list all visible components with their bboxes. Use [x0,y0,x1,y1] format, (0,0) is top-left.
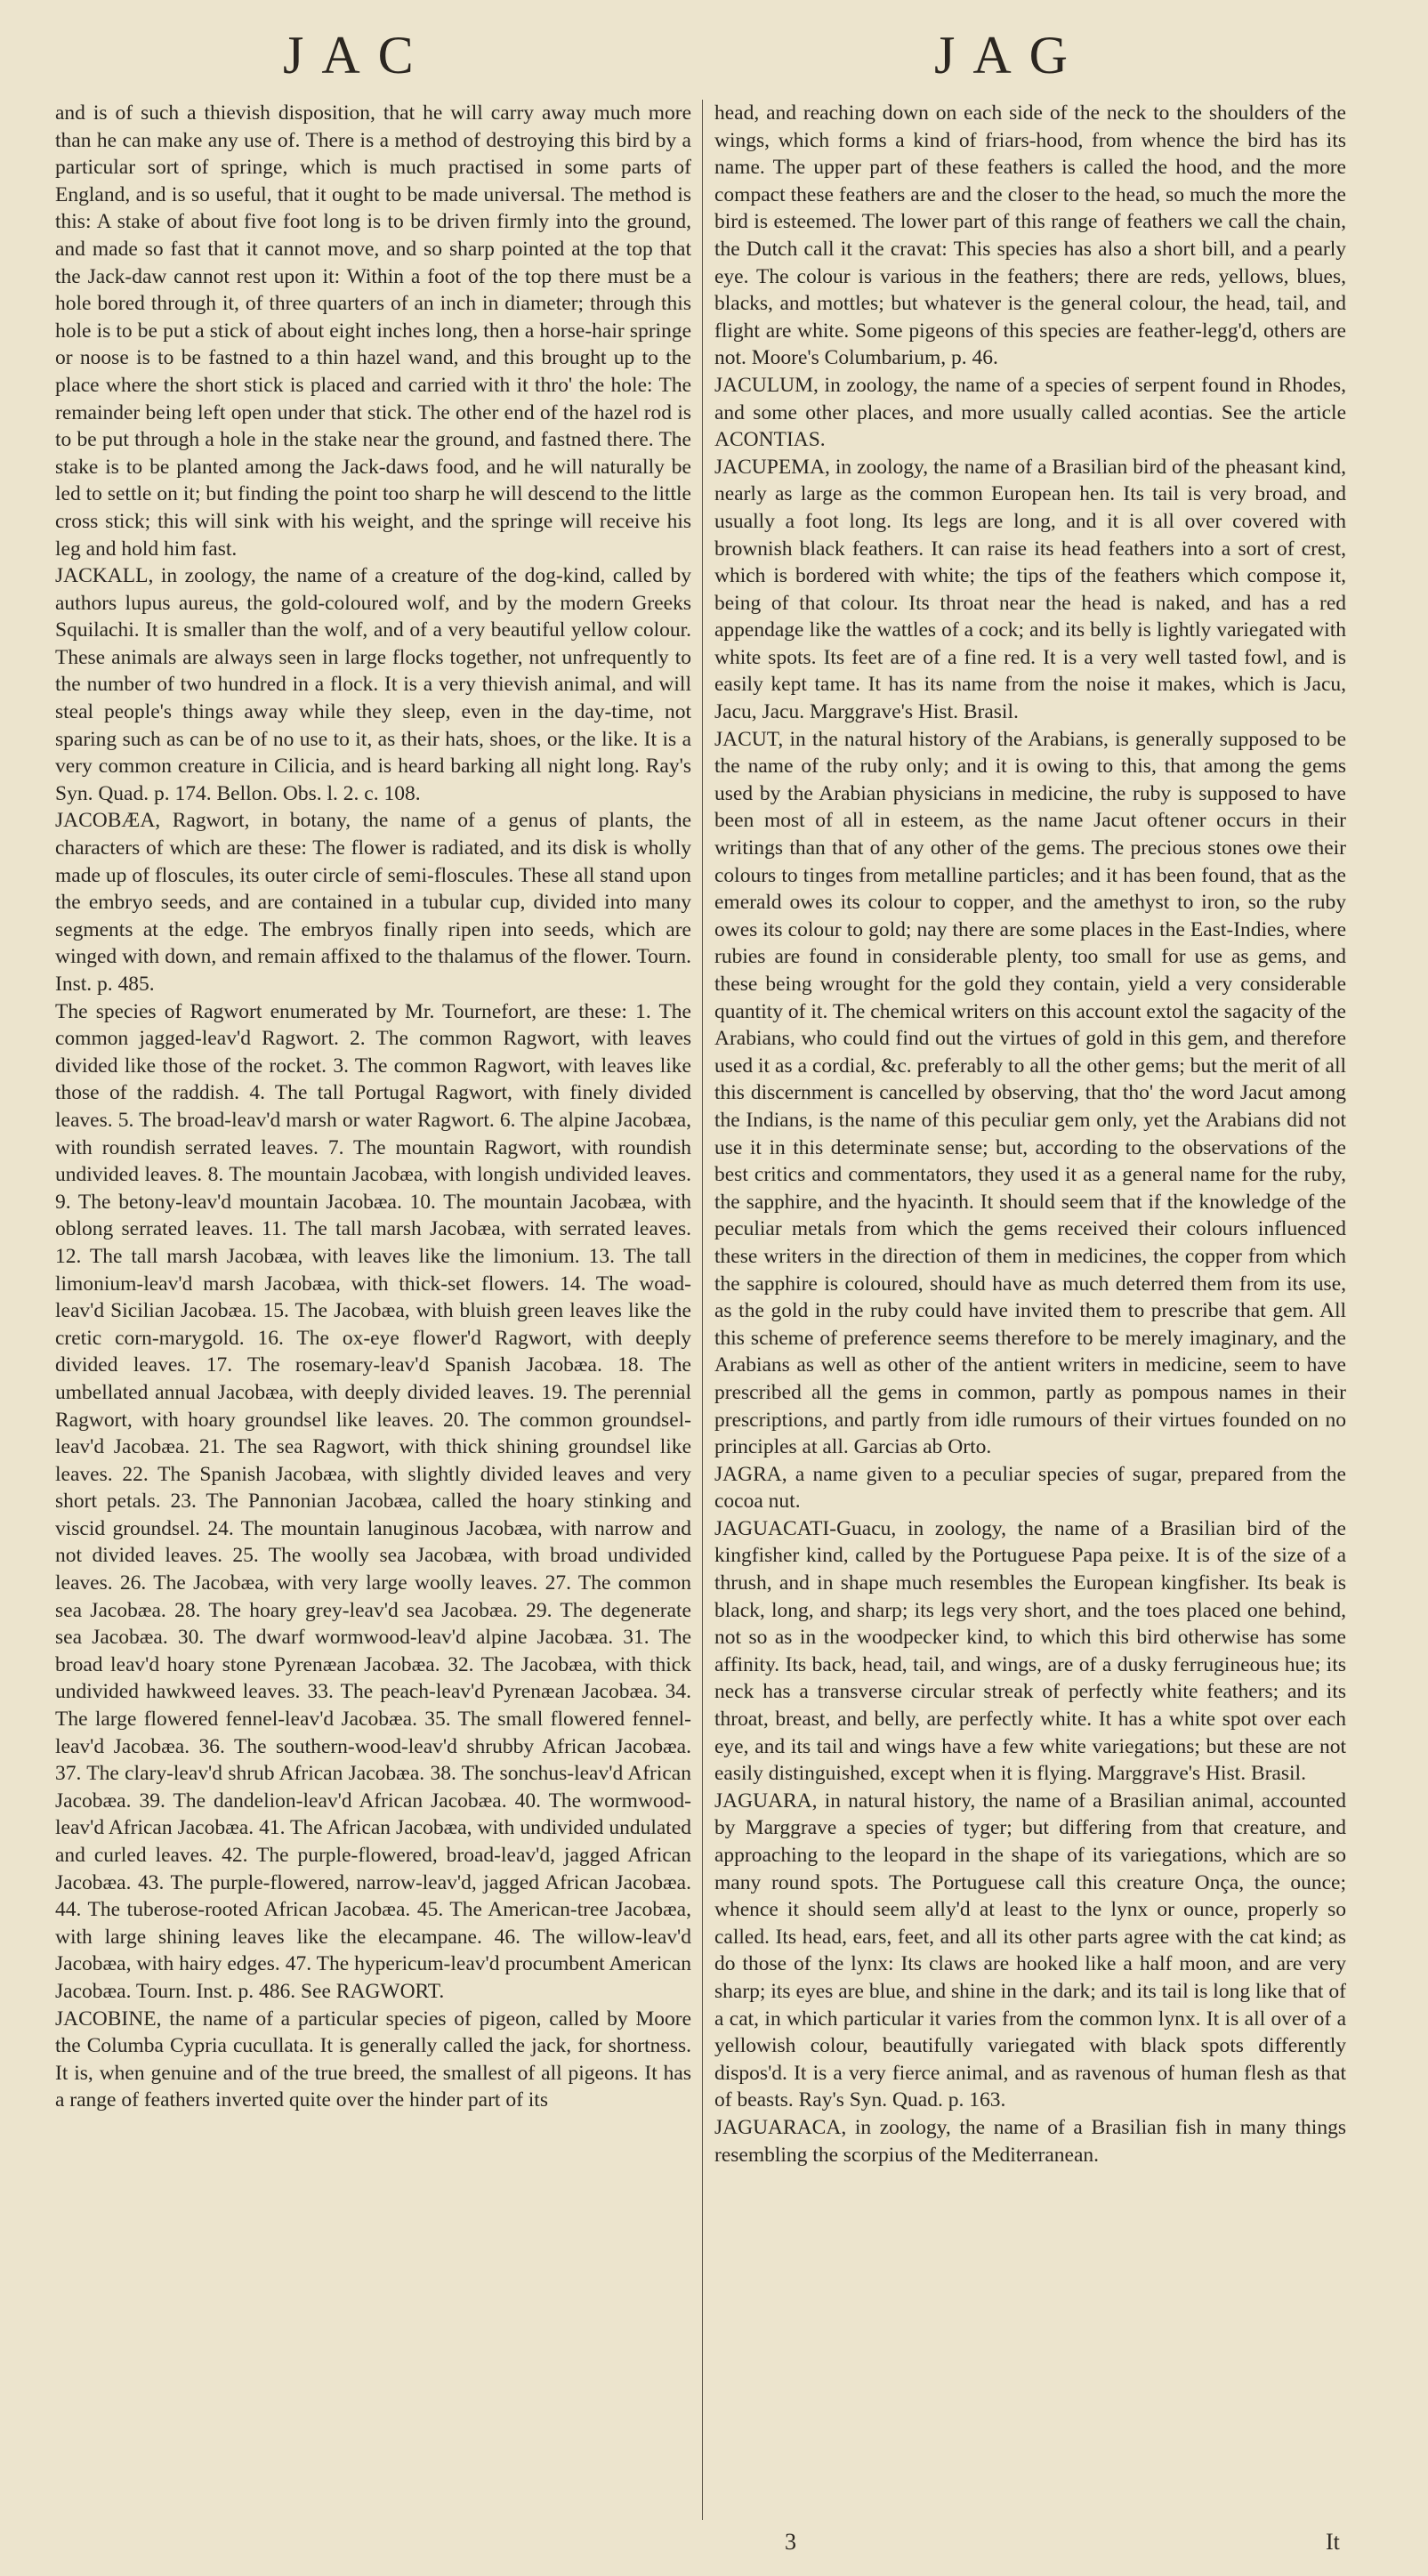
entry-continuation: and is of such a thievish disposition, that he will carry away much more than he can make any use of. There is a method of destroying this bird by a particular sort of springe, which is much practised in some parts of England, and is so useful, that it ought to be made universal. The method is this: A stake of about five foot long is to be driven firmly into the ground, and made so fast that it cannot move, and so sharp pointed at the top that the Jack-daw cannot rest upon it: Within a foot of the top there must be a hole bored through it, of three quarters of an inch in diameter; through this hole is to be put a stick of about eight inches long, then a horse-hair springe or noose is to be fastned to a thin hazel wand, and this brought up to the place where the short stick is placed and carried with it thro' the hole: The remainder being left open under that stick. The other end of the hazel rod is to be put through a hole in the stake near the ground, and fastned there. The stake is to be planted among the Jack-daws food, and he will naturally be led to settle on it; but finding the point too sharp he will descend to the little cross stick; this will sink with his weight, and the springe will receive his leg and hold him fast. [55,101,691,561]
catchword: It [1326,2529,1340,2555]
entry-jacobine-continued: head, and reaching down on each side of the neck to the shoulders of the wings, which forms a kind of friars-hood, from whence the bird has its name. The upper part of these feathers is called the hood, and the more compact these feathers are and the closer to the head, so much the more the bird is esteemed. The lower part of this range of feathers we call the chain, the Dutch call it the cravat: This species has also a short bill, and a pearly eye. The colour is various in the feathers; there are reds, yellows, blues, blacks, and mottles; but whatever is the general colour, the head, tail, and flight are white. Some pigeons of this species are feather-legg'd, others are not. Moore's Columbarium, p. 46. [714,101,1346,370]
entry-jaguacati: JAGUACATI-Guacu, in zoology, the name of a Brasilian bird of the kingfisher kind, called by the Portuguese Papa peixe. It is of the size of a thrush, and in shape much resembles the European kingfisher. Its beak is black, long, and sharp; its legs very short, and the toes placed one behind, not so as in the woodpecker kind, to which this bird otherwise has some affinity. Its back, head, tail, and wings, are of a dusky ferrugineous hue; its neck has a transverse circular streak of perfectly white feathers; and its throat, breast, and belly, are perfectly white. It has a white spot over each eye, and its tail and wings have a few white variegations; but these are not easily distinguished, except when it is flying. Marggrave's Hist. Brasil. [714,1516,1346,1786]
running-head-right: JAG [934,26,1086,85]
entry-jacut: JACUT, in the natural history of the Arabians, is generally supposed to be the name of the ruby only; and it is owing to this, that among the gems used by the Arabian physicians in medicine, the ruby is supposed to have been most of all in esteem, as the name Jacut oftener occurs in their writings than that of any other of the gems. The precious stones owe their colours to tinges from metalline particles; and it has been found, that as the emerald owes its colour to copper, and the amethyst to iron, so the ruby owes its colour to gold; nay there are some places in the East-Indies, where rubies are found in considerable plenty, too small for use as gems, and these being wrought for the gold they contain, yield a very considerable quantity of it. The chemical writers on this account extol the sagacity of the Arabians, who could find out the virtues of gold in this gem, and therefore used it as a cordial, &c. preferably to all the other gems; but the merit of all this discernment is cancelled by observing, that tho' the word Jacut among the Indians, is the name of this peculiar gem only, yet the Arabians did not use it in this determinate sense; but, according to the observations of the best critics and commentators, they used it as a general name for the ruby, the sapphire, and the hyacinth. It should seem that if the knowledge of the peculiar metals from which the gems received their colours influenced these writers in the direction of them in medicines, the copper from which the sapphire is coloured, should have as much deterred them from its use, as the gold in the ruby could have invited them to prescribe that gem. All this scheme of preference seems therefore to be merely imaginary, and the Arabians as well as other of the antient writers in medicine, seem to have prescribed all the gems in common, partly as pompous names in their prescriptions, and partly from idle rumours of their virtues founded on no principles at all. Garcias ab Orto. [714,727,1346,1459]
entry-jagra: JAGRA, a name given to a peculiar species of sugar, prepared from the cocoa nut. [714,1462,1346,1514]
entry-jacobaea: JACOBÆA, Ragwort, in botany, the name of a genus of plants, the characters of which are these: The flower is radiated, and its disk is wholly made up of floscules, its outer circle of semi-floscules. These all stand upon the embryo seeds, and are contained in a tubular cup, divided into many segments at the edge. The embryos finally ripen into seeds, which are winged with down, and remain affixed to the thalamus of the flower. Tourn. Inst. p. 485. [55,809,691,996]
entry-jaguara: JAGUARA, in natural history, the name of a Brasilian animal, accounted by Marggrave a species of tyger; but differing from that creature, and approaching to the leopard in the shape of its variegations, which are so many round spots. The Portuguese call this creature Onça, the ounce; whence it should seem ally'd at least to the lynx or ounce, properly so called. Its head, ears, feet, and all its other parts agree with the cat kind; as do those of the lynx: Its claws are hooked like a half moon, and are very sharp; its eyes are blue, and shine in the dark; and its tail is long like that of a cat, in which particular it varies from the common lynx. It is all over of a yellowish colour, beautifully variegated with black spots differently dispos'd. It is a very fierce animal, and as ravenous of human flesh as that of beasts. Ray's Syn. Quad. p. 163. [714,1789,1346,2112]
entry-jackall: JACKALL, in zoology, the name of a creature of the dog-kind, called by authors lupus aureus, the gold-coloured wolf, and by the modern Greeks Squilachi. It is smaller than the wolf, and of a very beautiful yellow colour. These animals are always seen in large flocks together, not unfrequently to the number of two hundred in a flock. It is a very thievish animal, and will steal people's things away while they sleep, even in the day-time, not sparing such as can be of no use to it, as their hats, shoes, or the like. It is a very common creature in Cilicia, and is heard barking all night long. Ray's Syn. Quad. p. 174. Bellon. Obs. l. 2. c. 108. [55,564,691,805]
entry-jacupema: JACUPEMA, in zoology, the name of a Brasilian bird of the pheasant kind, nearly as large as the common European hen. Its tail is very broad, and usually a foot long. Its legs are long, and it is all over covered with brownish black feathers. It can raise its head feathers into a sort of crest, which is bordered with white; the tips of the feathers which compose it, being of that colour. Its throat near the head is naked, and has a red appendage like the wattles of a cock; and its belly is lightly variegated with white spots. Its feet are of a fine red. It is a very well tasted fowl, and is easily kept tame. It has its name from the noise it makes, which is Jacu, Jacu, Jacu. Marggrave's Hist. Brasil. [714,455,1346,724]
page-number: 3 [785,2529,796,2555]
right-column [714,100,1346,2168]
column-divider [702,100,703,2520]
entry-ragwort-species: The species of Ragwort enumerated by Mr. Tournefort, are these: 1. The common jagged-leav'd Ragwort. 2. The common Ragwort, with leaves divided like those of the rocket. 3. The common Ragwort, with leaves like those of the raddish. 4. The tall Portugal Ragwort, with finely divided leaves. 5. The broad-leav'd marsh or water Ragwort. 6. The alpine Jacobæa, with roundish serrated leaves. 7. The mountain Ragwort, with roundish undivided leaves. 8. The mountain Jacobæa, with longish undivided leaves. 9. The betony-leav'd mountain Jacobæa. 10. The mountain Jacobæa, with oblong serrated leaves. 11. The tall marsh Jacobæa, with serrated leaves. 12. The tall marsh Jacobæa, with leaves like the limonium. 13. The tall limonium-leav'd marsh Jacobæa, with thick-set flowers. 14. The woad-leav'd Sicilian Jacobæa. 15. The Jacobæa, with bluish green leaves like the cretic corn-marygold. 16. The ox-eye flower'd Ragwort, with deeply divided leaves. 17. The rosemary-leav'd Spanish Jacobæa. 18. The umbellated annual Jacobæa, with deeply divided leaves. 19. The perennial Ragwort, with hoary groundsel like leaves. 20. The common groundsel-leav'd Jacobæa. 21. The sea Ragwort, with thick shining groundsel like leaves. 22. The Spanish Jacobæa, with slightly divided leaves and very short petals. 23. The Pannonian Jacobæa, called the hoary stinking and viscid groundsel. 24. The mountain lanuginous Jacobæa, with narrow and not divided leaves. 25. The woolly sea Jacobæa, with broad undivided leaves. 26. The Jacobæa, with very large woolly leaves. 27. The common sea Jacobæa. 28. The hoary grey-leav'd sea Jacobæa. 29. The degenerate sea Jacobæa. 30. The dwarf wormwood-leav'd alpine Jacobæa. 31. The broad leav'd hoary stone Pyrenæan Jacobæa. 32. The Jacobæa, with thick undivided hawkweed leaves. 33. The peach-leav'd Pyrenæan Jacobæa. 34. The large flowered fennel-leav'd Jacobæa. 35. The small flowered fennel-leav'd Jacobæa. 36. The southern-wood-leav'd shrubby African Jacobæa. 37. The clary-leav'd shrub African Jacobæa. 38. The sonchus-leav'd African Jacobæa. 39. The dandelion-leav'd African Jacobæa. 40. The wormwood-leav'd African Jacobæa. 41. The African Jacobæa, with undivided undulated and curled leaves. 42. The purple-flowered, broad-leav'd, jagged African Jacobæa. 43. The purple-flowered, narrow-leav'd, jagged African Jacobæa. 44. The tuberose-rooted African Jacobæa. 45. The American-tree Jacobæa, with large shining leaves like the elecampane. 46. The willow-leav'd Jacobæa, with hairy edges. 47. The hypericum-leav'd procumbent American Jacobæa. Tourn. Inst. p. 486. See RAGWORT. [55,999,691,2003]
entry-jaguaraca: JAGUARACA, in zoology, the name of a Brasilian fish in many things resembling the scorpius of the Mediterranean. [714,2115,1346,2167]
left-column [55,100,691,2114]
entry-jaculum: JACULUM, in zoology, the name of a species of serpent found in Rhodes, and some other places, and more usually called acontias. See the article ACONTIAS. [714,373,1346,452]
entry-jacobine: JACOBINE, the name of a particular species of pigeon, called by Moore the Columba Cypria cucullata. It is generally called the jack, for shortness. It is, when genuine and of the true breed, the smallest of all pigeons. It has a range of feathers inverted quite over the hinder part of its [55,2007,691,2112]
running-head-left: JAC [283,26,432,85]
